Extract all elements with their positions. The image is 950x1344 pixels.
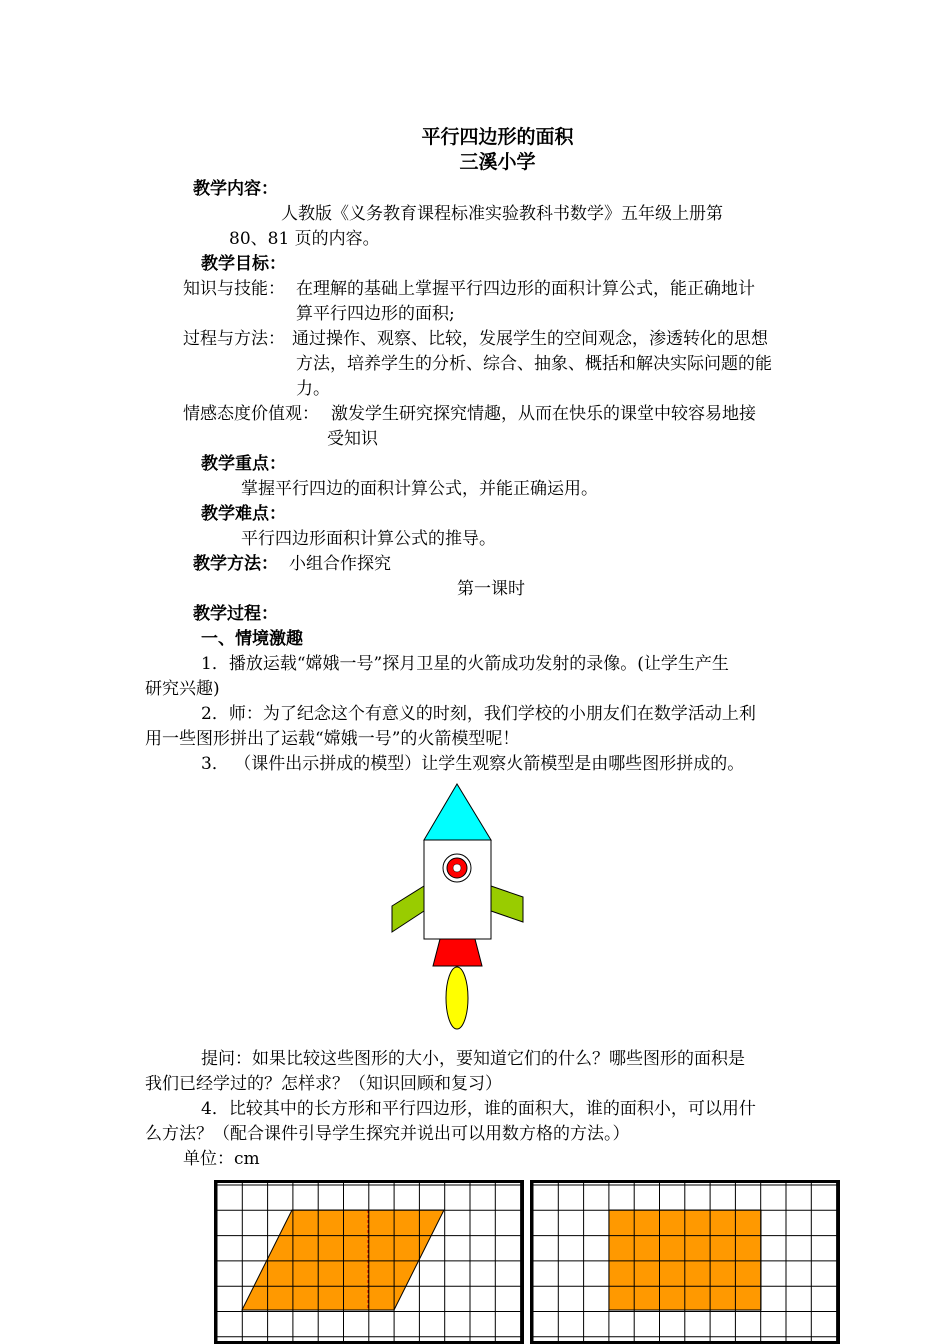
school-name: 三溪小学	[459, 151, 536, 173]
knowledge-label: 知识与技能：	[183, 279, 285, 299]
emotion-label: 情感态度价值观：	[183, 404, 319, 424]
process-label: 教学过程：	[193, 604, 278, 624]
process-method-line-2: 方法，培养学生的分析、综合、抽象、概括和解决实际问题的能	[296, 354, 772, 374]
focus-label: 教学重点：	[201, 454, 286, 474]
rocket-right-wing	[491, 886, 523, 922]
section-heading: 一、情境激趣	[201, 629, 303, 649]
unit-label: 单位：cm	[183, 1149, 260, 1169]
lesson-heading: 第一课时	[457, 579, 525, 599]
parallelogram-grid	[214, 1180, 524, 1344]
rectangle-grid	[530, 1180, 840, 1344]
paragraph-1-line-1: 1．播放运载“嫦娥一号”探月卫星的火箭成功发射的录像。(让学生产生	[201, 654, 729, 674]
paragraph-4-line-1: 4．比较其中的长方形和平行四边形，谁的面积大，谁的面积小，可以用什	[201, 1099, 756, 1119]
rocket-flame	[446, 967, 468, 1029]
emotion-line-1: 激发学生研究探究情趣，从而在快乐的课堂中较容易地接	[331, 404, 756, 424]
focus-text: 掌握平行四边的面积计算公式，并能正确运用。	[241, 479, 598, 499]
question-line-2: 我们已经学过的？怎样求？（知识回顾和复习）	[145, 1074, 502, 1094]
difficulty-label: 教学难点：	[201, 504, 286, 524]
content-label: 教学内容：	[193, 179, 278, 199]
paragraph-2-line-2: 用一些图形拼出了运载“嫦娥一号”的火箭模型呢！	[145, 729, 520, 749]
question-line-1: 提问：如果比较这些图形的大小，要知道它们的什么？哪些图形的面积是	[201, 1049, 745, 1069]
method-label: 教学方法：	[193, 554, 278, 574]
content-line-1: 人教版《义务教育课程标准实验教科书数学》五年级上册第	[281, 204, 723, 224]
process-method-line-3: 力。	[296, 379, 330, 399]
content-line-2: 80、81 页的内容。	[229, 229, 380, 249]
rocket-figure	[385, 780, 530, 1035]
goals-label: 教学目标：	[201, 254, 286, 274]
process-method-line-1: 通过操作、观察、比较，发展学生的空间观念，渗透转化的思想	[292, 329, 768, 349]
rocket-nose	[424, 784, 491, 840]
emotion-line-2: 受知识	[327, 429, 378, 449]
paragraph-1-line-2: 研究兴趣)	[145, 679, 220, 699]
rocket-left-wing	[392, 886, 424, 932]
paragraph-4-line-2: 么方法？（配合课件引导学生探究并说出可以用数方格的方法。）	[145, 1124, 630, 1144]
difficulty-text: 平行四边形面积计算公式的推导。	[241, 529, 496, 549]
paragraph-2-line-1: 2．师：为了纪念这个有意义的时刻，我们学校的小朋友们在数学活动上利	[201, 704, 756, 724]
rocket-nozzle	[433, 939, 482, 966]
knowledge-line-1: 在理解的基础上掌握平行四边形的面积计算公式，能正确地计	[296, 279, 755, 299]
knowledge-line-2: 算平行四边形的面积;	[296, 304, 455, 324]
rocket-window-center	[453, 864, 461, 872]
paragraph-3: 3． （课件出示拼成的模型）让学生观察火箭模型是由哪些图形拼成的。	[201, 754, 745, 774]
process-method-label: 过程与方法：	[183, 329, 285, 349]
page-title: 平行四边形的面积	[421, 126, 574, 148]
method-text: 小组合作探究	[289, 554, 391, 574]
